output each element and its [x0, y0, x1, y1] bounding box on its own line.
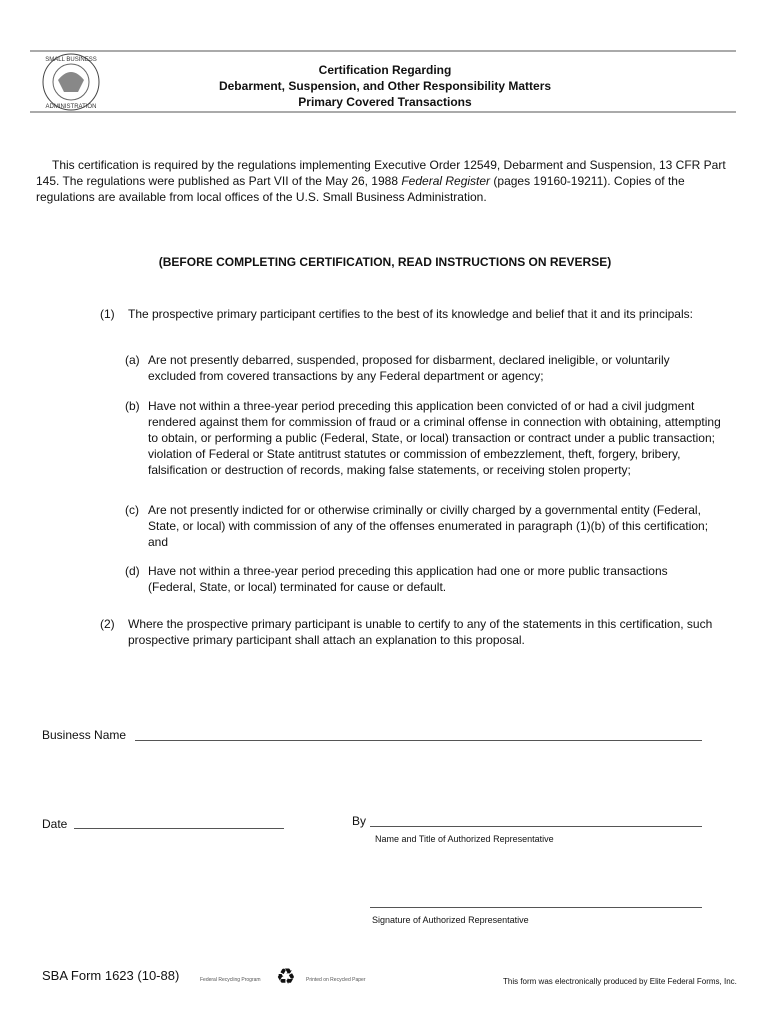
- signature-caption: Signature of Authorized Representative: [372, 915, 529, 925]
- signature-field[interactable]: [370, 907, 702, 908]
- business-name-label: Business Name: [42, 728, 127, 742]
- svg-text:SMALL BUSINESS: SMALL BUSINESS: [45, 57, 97, 63]
- subitem-text: Are not presently indicted for or otherwise criminally or civilly charged by a governmental entity (Federal, State, or local) with commission of any of the offenses enumerated in paragraph (1)(b) of this certification; and: [148, 503, 709, 549]
- svg-text:ADMINISTRATION: ADMINISTRATION: [45, 104, 97, 110]
- top-rule: [30, 50, 736, 52]
- title-line: Primary Covered Transactions: [298, 95, 472, 109]
- subitem-number: (a): [125, 353, 140, 367]
- recycle-text-left: Federal Recycling Program: [200, 977, 261, 983]
- by-label: By: [352, 814, 367, 828]
- date-field[interactable]: [74, 828, 284, 829]
- notice: (BEFORE COMPLETING CERTIFICATION, READ INSTRUCTIONS ON REVERSE): [158, 255, 612, 269]
- recycle-icon: ♻: [276, 964, 296, 989]
- name-title-field[interactable]: [370, 826, 702, 827]
- subitem-text: Have not within a three-year period preceding this application had one or more public transactions (Federal, State, or local) terminated for cause or default.: [148, 564, 668, 594]
- form-title: [0, 62, 770, 110]
- business-name-field[interactable]: [135, 740, 702, 741]
- subitem-number: (d): [125, 564, 140, 578]
- producer-note: This form was electronically produced by Elite Federal Forms, Inc.: [503, 977, 737, 986]
- item-number: (1): [100, 307, 115, 321]
- header-rule: [30, 111, 736, 113]
- subitem-text: Are not presently debarred, suspended, proposed for disbarment, declared ineligible, or voluntarily excluded from covered transactions by any Federal department or agency;: [148, 353, 670, 383]
- title-line: Debarment, Suspension, and Other Responsibility Matters: [218, 79, 552, 93]
- recycle-text-right: Printed on Recycled Paper: [306, 977, 366, 983]
- form-id: SBA Form 1623 (10-88): [42, 968, 180, 983]
- name-title-caption: Name and Title of Authorized Representative: [375, 834, 554, 844]
- title-line: Certification Regarding: [318, 63, 452, 77]
- subitem-number: (c): [125, 503, 139, 517]
- subitem-text: Have not within a three-year period preceding this application been convicted of or had a civil judgment rendered against them for commission of fraud or a criminal offense in connection with obtaining, attempting to obtain, or performing a public (Federal, State, or local) transaction or contract under a public transaction; violation of Federal or State antitrust statutes or commission of embezzlement, theft, forgery, bribery, falsification or destruction of records, making false statements, or receiving stolen property;: [148, 399, 721, 477]
- item-text: Where the prospective primary participant is unable to certify to any of the statements in this certification, such prospective primary participant shall attach an explanation to this proposal.: [128, 617, 713, 647]
- date-label: Date: [42, 817, 68, 831]
- intro-paragraph: This certification is required by the regulations implementing Executive Order 12549, Debarment and Suspension, 13 CFR Part 145. The regulations were published as Part VII of the May 26, 1988 Federal Register (pages 19160-19211). Copies of the regulations are available from local offices of the U.S. Small Business Administration.: [36, 158, 726, 204]
- subitem-number: (b): [125, 399, 140, 413]
- item-number: (2): [100, 617, 115, 631]
- item-text: The prospective primary participant certifies to the best of its knowledge and belief that it and its principals:: [128, 307, 693, 321]
